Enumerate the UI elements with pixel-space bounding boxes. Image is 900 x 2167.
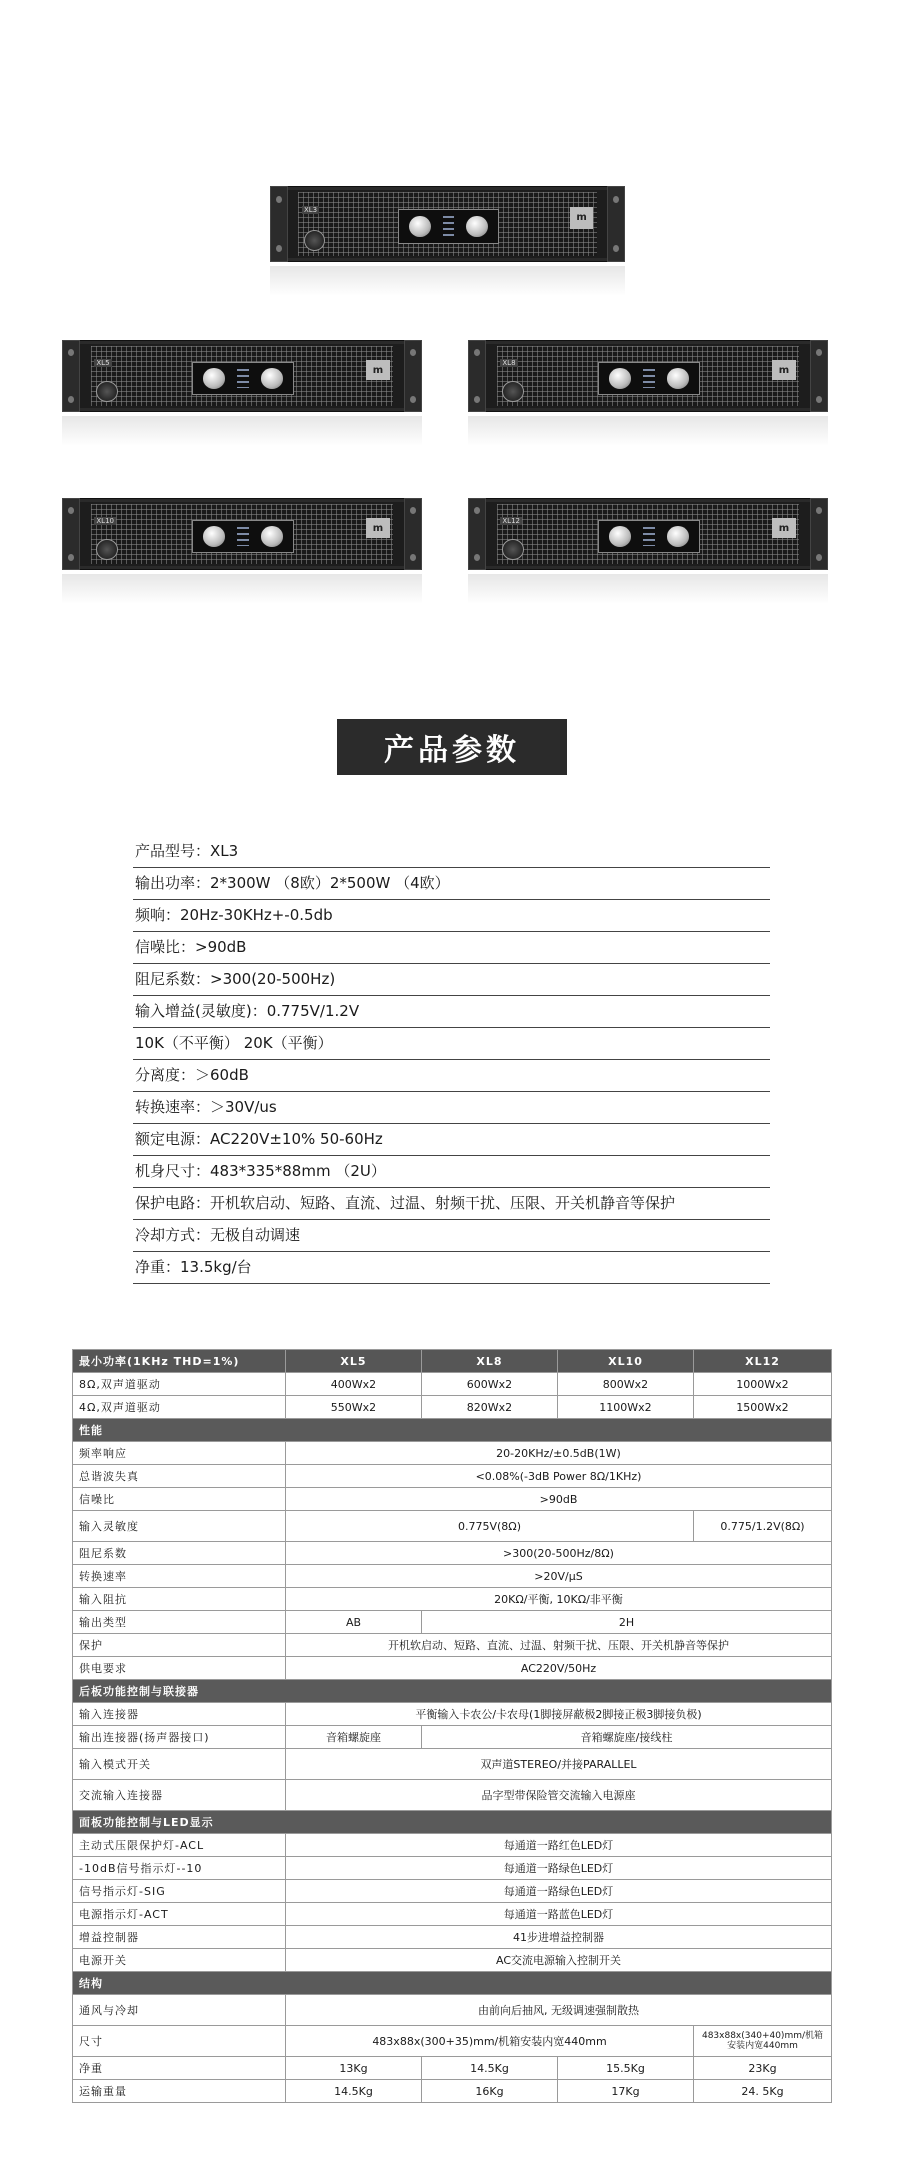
table-cell: 14.5Kg (286, 2080, 422, 2103)
row-label: 输入灵敏度 (73, 1511, 286, 1542)
section-row (73, 1680, 832, 1703)
gain-knob-icon (667, 526, 689, 546)
led-indicators (237, 369, 249, 388)
table-cell: 1000Wx2 (694, 1373, 832, 1396)
table-header-row (73, 1350, 832, 1373)
model-label: XL8 (502, 358, 516, 367)
header-cell: XL5 (286, 1350, 422, 1373)
spec-row: 额定电源：AC220V±10% 50-60Hz (133, 1124, 770, 1156)
table-row (73, 2057, 832, 2080)
led-indicators (643, 527, 655, 546)
spec-row: 分离度：＞60dB (133, 1060, 770, 1092)
table-row (73, 1396, 832, 1419)
table-row (73, 1780, 832, 1811)
table-row (73, 2026, 832, 2057)
table-cell: 483x88x(340+40)mm/机箱安装内宽440mm (694, 2026, 832, 2057)
row-label: 输入连接器 (73, 1703, 286, 1726)
led-indicators (443, 216, 455, 236)
row-label: 主动式压限保护灯-ACL (73, 1834, 286, 1857)
table-row (73, 1657, 832, 1680)
table-cell: 品字型带保险管交流输入电源座 (286, 1780, 832, 1811)
table-cell: 每通道一路绿色LED灯 (286, 1880, 832, 1903)
row-label: 电源指示灯-ACT (73, 1903, 286, 1926)
led-indicators (643, 369, 655, 388)
table-cell: 15.5Kg (558, 2057, 694, 2080)
spec-row: 冷却方式：无极自动调速 (133, 1220, 770, 1252)
rack-ear (810, 498, 828, 570)
table-row (73, 1442, 832, 1465)
table-cell: 0.775/1.2V(8Ω) (694, 1511, 832, 1542)
row-label: 增益控制器 (73, 1926, 286, 1949)
reflection (468, 416, 828, 446)
table-cell: 平衡输入卡农公/卡农母(1脚接屏蔽极2脚接正极3脚接负极) (286, 1703, 832, 1726)
row-label: 净重 (73, 2057, 286, 2080)
row-label: 信号指示灯-SIG (73, 1880, 286, 1903)
row-label: 8Ω,双声道驱动 (73, 1373, 286, 1396)
table-row (73, 1542, 832, 1565)
spec-row: 转换速率：＞30V/us (133, 1092, 770, 1124)
row-label: 频率响应 (73, 1442, 286, 1465)
table-cell: >300(20-500Hz/8Ω) (286, 1542, 832, 1565)
header-cell: XL10 (558, 1350, 694, 1373)
section-heading: 面板功能控制与LED显示 (73, 1811, 832, 1834)
table-cell: 由前向后抽风, 无级调速强制散热 (286, 1995, 832, 2026)
table-row (73, 1611, 832, 1634)
spec-row: 频响：20Hz-30KHz+-0.5db (133, 900, 770, 932)
reflection (468, 574, 828, 604)
table-cell: 24. 5Kg (694, 2080, 832, 2103)
rack-ear (607, 186, 625, 262)
row-label: 输入模式开关 (73, 1749, 286, 1780)
gain-knob-icon (609, 368, 631, 388)
amplifier-xl10 (62, 498, 422, 570)
table-cell: 每通道一路蓝色LED灯 (286, 1903, 832, 1926)
amplifier-xl3 (270, 186, 625, 262)
table-row (73, 1949, 832, 1972)
row-label: 交流输入连接器 (73, 1780, 286, 1811)
table-row (73, 1857, 832, 1880)
table-row (73, 1488, 832, 1511)
spec-row: 机身尺寸：483*335*88mm （2U） (133, 1156, 770, 1188)
table-row (73, 1726, 832, 1749)
table-cell: 0.775V(8Ω) (286, 1511, 694, 1542)
spec-row: 产品型号：XL3 (133, 836, 770, 868)
section-row (73, 1972, 832, 1995)
gain-knob-icon (261, 526, 283, 546)
table-cell: 双声道STEREO/并接PARALLEL (286, 1749, 832, 1780)
rack-ear (62, 498, 80, 570)
table-row (73, 1373, 832, 1396)
gain-knob-icon (409, 216, 431, 237)
rack-ear (404, 498, 422, 570)
power-switch-icon (96, 381, 118, 402)
table-cell: 14.5Kg (422, 2057, 558, 2080)
table-cell: AC交流电源输入控制开关 (286, 1949, 832, 1972)
table-cell: 1500Wx2 (694, 1396, 832, 1419)
table-row (73, 1903, 832, 1926)
row-label: 供电要求 (73, 1657, 286, 1680)
table-cell: >20V/μS (286, 1565, 832, 1588)
rack-ear (62, 340, 80, 412)
table-cell: 音箱螺旋座 (286, 1726, 422, 1749)
table-cell: 800Wx2 (558, 1373, 694, 1396)
section-heading: 后板功能控制与联接器 (73, 1680, 832, 1703)
table-cell: 2H (422, 1611, 832, 1634)
rack-ear (810, 340, 828, 412)
spec-row: 输入增益(灵敏度)：0.775V/1.2V (133, 996, 770, 1028)
table-cell: >90dB (286, 1488, 832, 1511)
row-label: 尺寸 (73, 2026, 286, 2057)
row-label: 输入阻抗 (73, 1588, 286, 1611)
model-label: XL5 (96, 358, 110, 367)
brand-logo: m (570, 207, 593, 228)
gain-knob-icon (667, 368, 689, 388)
table-row (73, 1588, 832, 1611)
row-label: 4Ω,双声道驱动 (73, 1396, 286, 1419)
parameters-table (72, 1349, 832, 2103)
row-label: 信噪比 (73, 1488, 286, 1511)
table-cell: 音箱螺旋座/接线柱 (422, 1726, 832, 1749)
table-cell: 每通道一路红色LED灯 (286, 1834, 832, 1857)
amplifier-xl8 (468, 340, 828, 412)
brand-logo: m (366, 360, 389, 380)
header-cell: XL8 (422, 1350, 558, 1373)
table-row (73, 1926, 832, 1949)
table-cell: 483x88x(300+35)mm/机箱安装内宽440mm (286, 2026, 694, 2057)
row-label: 总谐波失真 (73, 1465, 286, 1488)
control-panel (192, 520, 295, 554)
section-row (73, 1419, 832, 1442)
table-cell: 20-20KHz/±0.5dB(1W) (286, 1442, 832, 1465)
table-row (73, 1511, 832, 1542)
header-cell: 最小功率(1KHz THD=1%) (73, 1350, 286, 1373)
table-cell: 400Wx2 (286, 1373, 422, 1396)
table-row (73, 1565, 832, 1588)
spec-row: 输出功率：2*300W （8欧）2*500W （4欧） (133, 868, 770, 900)
section-title: 产品参数 (337, 719, 567, 775)
header-cell: XL12 (694, 1350, 832, 1373)
table-row (73, 1834, 832, 1857)
led-indicators (237, 527, 249, 546)
rack-ear (270, 186, 288, 262)
row-label: 保护 (73, 1634, 286, 1657)
table-row (73, 1995, 832, 2026)
rack-ear (468, 498, 486, 570)
table-row (73, 2080, 832, 2103)
brand-logo: m (366, 518, 389, 538)
spec-row: 保护电路：开机软启动、短路、直流、过温、射频干扰、压限、开关机静音等保护 (133, 1188, 770, 1220)
control-panel (598, 520, 701, 554)
table-row (73, 1634, 832, 1657)
reflection (62, 416, 422, 446)
row-label: 输出类型 (73, 1611, 286, 1634)
table-row (73, 1703, 832, 1726)
table-row (73, 1749, 832, 1780)
table-cell: 20KΩ/平衡, 10KΩ/非平衡 (286, 1588, 832, 1611)
power-switch-icon (502, 381, 524, 402)
table-cell: 16Kg (422, 2080, 558, 2103)
rack-ear (468, 340, 486, 412)
row-label: 通风与冷却 (73, 1995, 286, 2026)
reflection (270, 266, 625, 296)
table-cell: 23Kg (694, 2057, 832, 2080)
control-panel (192, 362, 295, 396)
table-row (73, 1465, 832, 1488)
gain-knob-icon (203, 526, 225, 546)
section-heading: 性能 (73, 1419, 832, 1442)
row-label: -10dB信号指示灯--10 (73, 1857, 286, 1880)
row-label: 阻尼系数 (73, 1542, 286, 1565)
spec-row: 阻尼系数：>300(20-500Hz) (133, 964, 770, 996)
brand-logo: m (772, 360, 795, 380)
row-label: 电源开关 (73, 1949, 286, 1972)
model-label: XL3 (303, 205, 318, 214)
spec-list (133, 836, 770, 1284)
amplifier-xl5 (62, 340, 422, 412)
table-cell: 13Kg (286, 2057, 422, 2080)
table-cell: 600Wx2 (422, 1373, 558, 1396)
section-heading: 结构 (73, 1972, 832, 1995)
table-cell: 17Kg (558, 2080, 694, 2103)
table-cell: <0.08%(-3dB Power 8Ω/1KHz) (286, 1465, 832, 1488)
table-cell: AB (286, 1611, 422, 1634)
gain-knob-icon (466, 216, 488, 237)
table-cell: AC220V/50Hz (286, 1657, 832, 1680)
table-cell: 41步进增益控制器 (286, 1926, 832, 1949)
control-panel (398, 209, 499, 244)
row-label: 输出连接器(扬声器接口) (73, 1726, 286, 1749)
section-row (73, 1811, 832, 1834)
gain-knob-icon (203, 368, 225, 388)
control-panel (598, 362, 701, 396)
reflection (62, 574, 422, 604)
table-cell: 1100Wx2 (558, 1396, 694, 1419)
power-switch-icon (502, 539, 524, 560)
gain-knob-icon (609, 526, 631, 546)
model-label: XL12 (502, 516, 520, 525)
row-label: 运输重量 (73, 2080, 286, 2103)
table-row (73, 1880, 832, 1903)
spec-row: 10K（不平衡） 20K（平衡） (133, 1028, 770, 1060)
row-label: 转换速率 (73, 1565, 286, 1588)
table-cell: 550Wx2 (286, 1396, 422, 1419)
gain-knob-icon (261, 368, 283, 388)
spec-row: 信噪比：>90dB (133, 932, 770, 964)
table-cell: 820Wx2 (422, 1396, 558, 1419)
table-cell: 开机软启动、短路、直流、过温、射频干扰、压限、开关机静音等保护 (286, 1634, 832, 1657)
amplifier-xl12 (468, 498, 828, 570)
brand-logo: m (772, 518, 795, 538)
rack-ear (404, 340, 422, 412)
power-switch-icon (96, 539, 118, 560)
model-label: XL10 (96, 516, 114, 525)
spec-row: 净重：13.5kg/台 (133, 1252, 770, 1284)
table-cell: 每通道一路绿色LED灯 (286, 1857, 832, 1880)
